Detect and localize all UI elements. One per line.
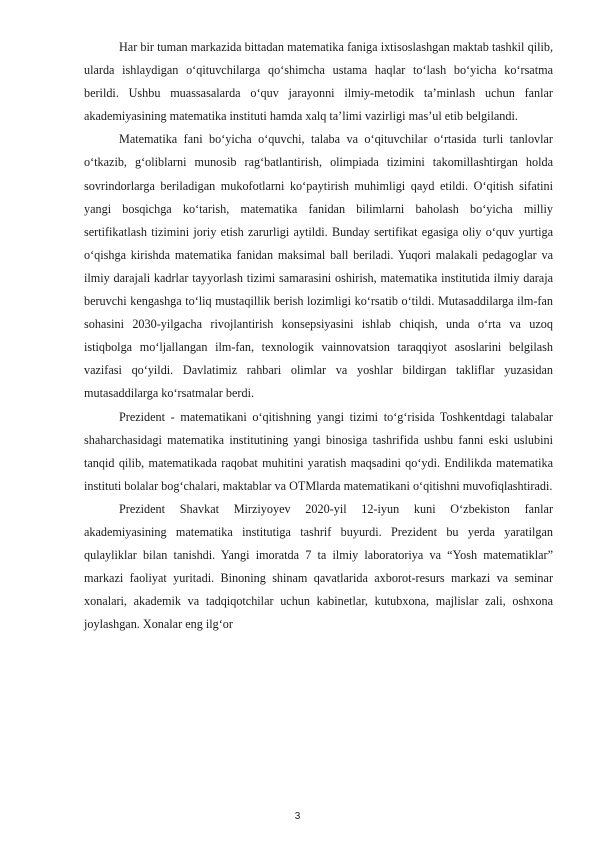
paragraph: Matematika fani bo‘yicha o‘quvchi, talaba va o‘qituvchilar o‘rtasida turli tanlovlar o‘tkazib, g‘oliblarni munosib rag‘batlantirish, olimpiada tizimini takomillashtirgan holda sovrindorlarga beriladigan mukofotlarni ko‘paytirish muhimligi qayd etildi. O‘qitish sifatini yangi bosqichga ko‘tarish, matematika fanidan bilimlarni baholash bo‘yicha milliy sertifikatlash tizimini joriy etish zarurligi aytildi. Bunday sertifikat egasiga oliy o‘quv yurtiga o‘qishga kirishda matematika fanidan maksimal ball beriladi. Yuqori malakali pedagoglar va ilmiy darajali kadrlar tayyorlash tizimi samarasini oshirish, matematika institutida ilmiy daraja beruvchi kengashga to‘liq mustaqillik berish lozimligi ko‘rsatib o‘tildi. Mutasaddilarga ilm-fan sohasini 2030-yilgacha rivojlantirish konsepsiyasini ishlab chiqish, unda o‘rta va uzoq istiqbolga mo‘ljallangan ilm-fan, texnologik vainnovatsion taraqqiyot asoslarini belgilash vazifasi qo‘yildi. Davlatimiz rahbari olimlar va yoshlar bildirgan takliflar yuzasidan mutasaddilarga ko‘rsatmalar berdi. — [84, 132, 553, 401]
page-number: 3 — [294, 811, 301, 822]
document-page — [84, 36, 553, 636]
paragraph: Prezident - matematikani o‘qitishning yangi tizimi to‘g‘risida Toshkentdagi talabalar shaharchasidagi matematika institutining yangi binosiga tashrifida ushbu fanni eski uslubini tanqid qilib, matematikada raqobat muhitini yaratish maqsadini qo‘ydi. Endilikda matematika instituti bolalar bog‘chalari, maktablar va OTMlarda matematikani o‘qitishni muvofiqlashtiradi. — [84, 409, 553, 493]
paragraph: Har bir tuman markazida bittadan matematika faniga ixtisoslashgan maktab tashkil qilib, ularda ishlaydigan o‘qituvchilarga qo‘shimcha ustama haqlar to‘lash bo‘yicha ko‘rsatma berildi. Ushbu muassasalarda o‘quv jarayonni ilmiy-metodik ta’minlash uchun fanlar akademiyasining matematika instituti hamda xalq ta’limi vazirligi mas’ul etib belgilandi. — [84, 40, 553, 124]
paragraph: Prezident Shavkat Mirziyoyev 2020-yil 12-iyun kuni O‘zbekiston fanlar akademiyasining matematika institutiga tashrif buyurdi. Prezident bu yerda yaratilgan qulayliklar bilan tanishdi. Yangi imoratda 7 ta ilmiy laboratoriya va “Yosh matematiklar” markazi faoliyat yuritadi. Binoning shinam qavatlarida axborot-resurs markazi va seminar xonalari, akademik va tadqiqotchilar uchun kabinetlar, kutubxona, majlislar zali, oshxona joylashgan. Xonalar eng ilg‘or — [84, 501, 553, 632]
